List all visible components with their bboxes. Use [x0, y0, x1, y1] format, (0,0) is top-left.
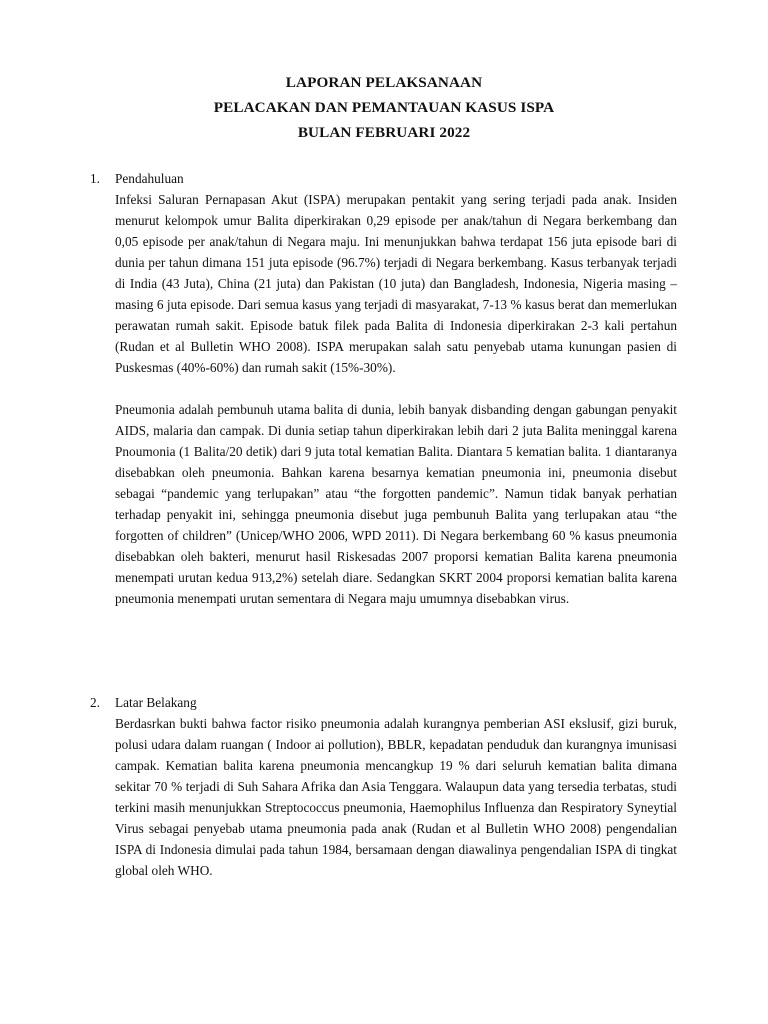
- title-line-3: BULAN FEBRUARI 2022: [297, 124, 471, 141]
- section-latar-belakang: [90, 692, 680, 881]
- paragraph: Berdasrkan bukti bahwa factor risiko pneumonia adalah kurangnya pemberian ASI ekslusif, gizi buruk, polusi udara dalam ruangan ( Indoor ai pollution), BBLR, kepadatan penduduk dan kurangnya imunisasi campak. Kematian balita karena pneumonia mencangkup 19 % dari seluruh kematian balita dimana sekitar 70 % terjadi di Suh Sahara Afrika dan Asia Tenggara. Walaupun data yang tersedia terbatas, studi terkini masih menunjukkan Streptococcus pneumonia, Haemophilus Influenza dan Respiratory Syneytial Virus sebagai penyebab utama pneumonia pada anak (Rudan et al Bulletin WHO 2008) pengendalian ISPA di Indonesia dimulai pada tahun 1984, bersamaan dengan diawalinya pengendalian ISPA di tingkat global oleh WHO.: [115, 716, 677, 878]
- section-title: Latar Belakang: [115, 695, 197, 710]
- paragraph: Pneumonia adalah pembunuh utama balita di dunia, lebih banyak disbanding dengan gabungan penyakit AIDS, malaria dan campak. Di dunia setiap tahun diperkirakan lebih dari 2 juta Balita meninggal karena Pnoumonia (1 Balita/20 detik) dari 9 juta total kematian Balita. Diantara 5 kematian balita. 1 diantaranya disebabkan oleh pneumonia. Bahkan karena besarnya kematian pneumonia ini, pneumonia disebut sebagai “pandemic yang terlupakan” atau “the forgotten pandemic”. Namun tidak banyak perhatian terhadap penyakit ini, sehingga pneumonia disebut juga pembunuh Balita yang terlupakan atau “the forgotten of children” (Unicep/WHO 2006, WPD 2011). Di Negara berkembang 60 % kasus pneumonia disebabkan oleh bakteri, menurut hasil Riskesadas 2007 proporsi kematian Balita karena pneumonia menempati urutan kedua 913,2%) setelah diare. Sedangkan SKRT 2004 proporsi kematian balita karena pneumonia menempati urutan sementara di Negara maju umumnya disebabkan virus.: [115, 402, 677, 606]
- section-number: 2.: [90, 695, 100, 710]
- section-heading: [90, 692, 680, 713]
- title-line-2: PELACAKAN DAN PEMANTAUAN KASUS ISPA: [213, 99, 555, 116]
- section-title: Pendahuluan: [115, 171, 184, 186]
- title-line-1: LAPORAN PELAKSANAAN: [285, 74, 483, 91]
- section-number: 1.: [90, 171, 100, 186]
- section-heading: [90, 168, 680, 189]
- section-pendahuluan: [90, 168, 680, 609]
- paragraph: Infeksi Saluran Pernapasan Akut (ISPA) merupakan pentakit yang sering terjadi pada anak. Insiden menurut kelompok umur Balita diperkirakan 0,29 episode per anak/tahun di Negara berkembang dan 0,05 episode per anak/tahun di Negara maju. Ini menunjukkan bahwa terdapat 156 juta episode bari di dunia per tahun dimana 151 juta episode (96.7%) terjadi di Negara berkembang. Kasus terbanyak terjadi di India (43 Juta), China (21 juta) dan Pakistan (10 juta) dan Bangladesh, Indonesia, Nigeria masing – masing 6 juta episode. Dari semua kasus yang terjadi di masyarakat, 7-13 % kasus berat dan memerlukan perawatan rumah sakit. Episode batuk filek pada Balita di Indonesia diperkirakan 2-3 kali pertahun (Rudan et al Bulletin WHO 2008). ISPA merupakan salah satu penyebab utama kunungan pasien di Puskesmas (40%-60%) dan rumah sakit (15%-30%).: [115, 192, 677, 375]
- document-title: [0, 70, 768, 145]
